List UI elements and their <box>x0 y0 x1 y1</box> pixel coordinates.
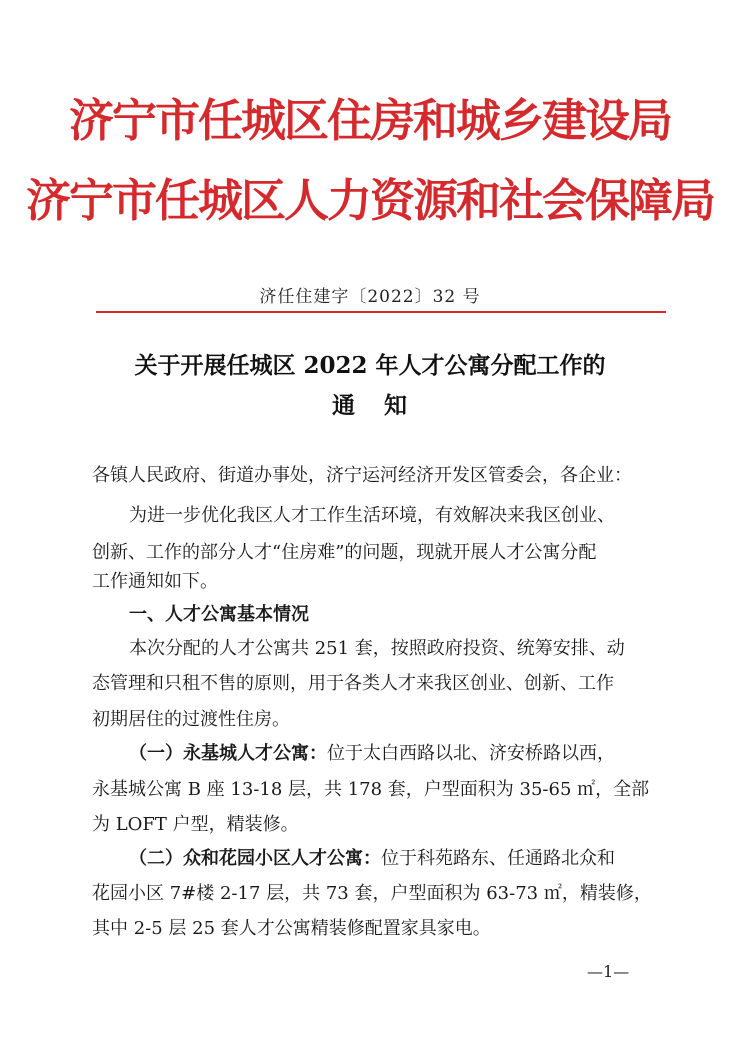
title-line-1: 关于开展任城区 2022 年人才公寓分配工作的 <box>134 352 606 379</box>
intro-line-1: 为进一步优化我区人才工作生活环境，有效解决来我区创业、 <box>129 505 615 526</box>
title-line-2 <box>0 390 740 422</box>
item-2-line-2: 花园小区 7#楼 2-17 层，共 73 套，户型面积为 63-73 ㎡，精装修， <box>92 883 652 904</box>
item-1-line-2: 永基城公寓 B 座 13-18 层，共 178 套，户型面积为 35-65 ㎡，全部 <box>92 779 650 800</box>
intro-line-2: 创新、工作的部分人才“住房难”的问题，现就开展人才公寓分配 <box>92 542 597 563</box>
section-1-line-3: 初期居住的过渡性住房。 <box>92 709 290 730</box>
red-divider <box>96 311 666 313</box>
item-1-line-3: 为 LOFT 户型，精装修。 <box>92 814 299 835</box>
agency-name-housing: 济宁市任城区住房和城乡建设局 <box>68 94 671 147</box>
agency-name-hr: 济宁市任城区人力资源和社会保障局 <box>25 174 714 227</box>
title-char-zhi: 知 <box>384 392 408 419</box>
page-number: —1— <box>587 962 630 981</box>
item-2-line-3: 其中 2-5 层 25 套人才公寓精装修配置家具家电。 <box>92 918 491 939</box>
title-char-tong: 通 <box>332 392 356 419</box>
item-2-heading: （二）众和花园小区人才公寓： <box>129 848 381 869</box>
item-2-line-1 <box>129 847 662 871</box>
section-1-heading: 一、人才公寓基本情况 <box>129 604 309 625</box>
section-1-line-2: 态管理和只租不售的原则，用于各类人才来我区创业、创新、工作 <box>92 673 614 694</box>
item-1-heading: （一）永基城人才公寓： <box>129 743 327 764</box>
document-number: 济任住建字〔2022〕32 号 <box>259 287 481 307</box>
addressee: 各镇人民政府、街道办事处，济宁运河经济开发区管委会，各企业： <box>92 465 632 486</box>
item-1-line-1 <box>129 742 662 766</box>
section-1-line-1: 本次分配的人才公寓共 251 套，按照政府投资、统筹安排、动 <box>129 638 625 659</box>
intro-line-3: 工作通知如下。 <box>92 571 218 592</box>
item-2-text-1: 位于科苑路东、任通路北众和 <box>381 848 615 869</box>
item-1-text-1: 位于太白西路以北、济安桥路以西， <box>327 743 615 764</box>
